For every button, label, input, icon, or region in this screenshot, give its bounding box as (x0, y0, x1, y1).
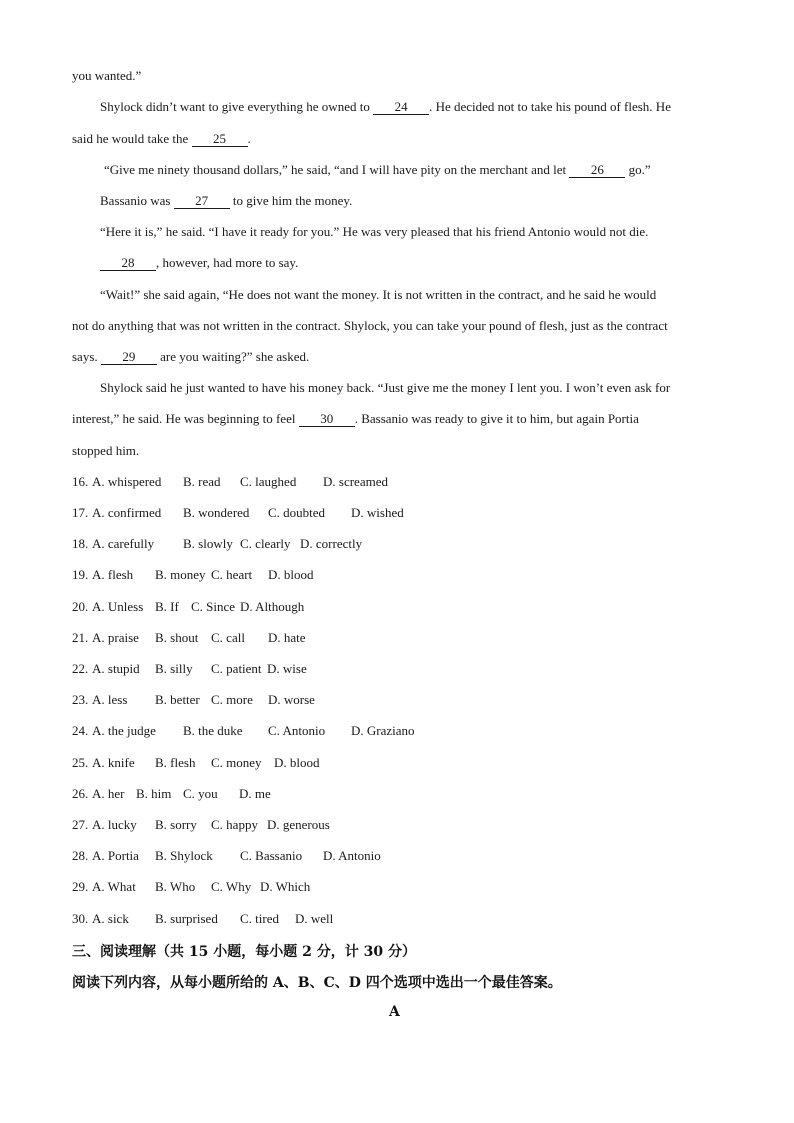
option-d[interactable]: D. me (239, 786, 271, 801)
option-a[interactable]: A. carefully (92, 536, 155, 551)
option-b[interactable]: B. If (155, 599, 179, 614)
option-a[interactable]: A. her (92, 786, 125, 801)
blank-28[interactable]: 28 (100, 256, 156, 271)
question-number: 23. (72, 692, 89, 707)
option-d[interactable]: D. well (295, 911, 334, 926)
text: to give him the money. (229, 193, 353, 208)
question-number: 28. (72, 848, 89, 863)
option-d[interactable]: D. blood (274, 755, 320, 770)
question-number: 22. (72, 661, 89, 676)
option-d[interactable]: D. generous (267, 817, 330, 832)
question-number: 16. (72, 474, 89, 489)
option-a[interactable]: A. less (92, 692, 128, 707)
option-a[interactable]: A. stupid (92, 661, 140, 676)
question-number: 30. (72, 911, 89, 926)
text: “Give me ninety thousand dollars,” he said, “and I will have pity on the merchant and let (104, 162, 570, 177)
option-c[interactable]: C. more (211, 692, 253, 707)
text: go.” (625, 162, 651, 177)
option-a[interactable]: A. What (92, 879, 136, 894)
text: not do anything that was not written in the contract. Shylock, you can take your pound of flesh, just as the contract (72, 318, 668, 333)
option-a[interactable]: A. confirmed (92, 505, 162, 520)
option-a[interactable]: A. the judge (92, 723, 156, 738)
option-c[interactable]: C. Antonio (268, 723, 326, 738)
option-a[interactable]: A. Unless (92, 599, 144, 614)
text: Shylock said he just wanted to have his money back. “Just give me the money I lent you. I won’t even ask for (100, 380, 671, 395)
text: . Bassanio was ready to give it to him, but again Portia (354, 411, 639, 426)
question-number: 18. (72, 536, 89, 551)
question-number: 19. (72, 567, 89, 582)
passage-line (100, 287, 656, 303)
option-c[interactable]: C. Since (191, 599, 236, 614)
option-c[interactable]: C. laughed (240, 474, 297, 489)
passage-line (100, 193, 352, 209)
option-a[interactable]: A. knife (92, 755, 135, 770)
option-a[interactable]: A. flesh (92, 567, 134, 582)
option-d[interactable]: D. wise (267, 661, 307, 676)
blank-26[interactable]: 26 (569, 163, 625, 178)
option-d[interactable]: D. worse (268, 692, 315, 707)
text: Bassanio was (100, 193, 174, 208)
passage-line (72, 318, 668, 334)
text: stopped him. (72, 443, 140, 458)
option-a[interactable]: A. whispered (92, 474, 162, 489)
option-c[interactable]: C. Bassanio (240, 848, 303, 863)
option-c[interactable]: C. call (211, 630, 245, 645)
question-number: 21. (72, 630, 89, 645)
option-c[interactable]: C. you (183, 786, 218, 801)
option-b[interactable]: B. sorry (155, 817, 197, 832)
option-d[interactable]: D. Antonio (323, 848, 381, 863)
option-c[interactable]: C. clearly (240, 536, 291, 551)
text: “Here it is,” he said. “I have it ready for you.” He was very pleased that his friend Antonio would not die. (100, 224, 649, 239)
option-d[interactable]: D. Although (240, 599, 305, 614)
option-b[interactable]: B. shout (155, 630, 199, 645)
option-b[interactable]: B. Who (155, 879, 196, 894)
question-number: 26. (72, 786, 89, 801)
passage-line (72, 443, 139, 459)
option-c[interactable]: C. money (211, 755, 262, 770)
option-c[interactable]: C. Why (211, 879, 252, 894)
question-number: 17. (72, 505, 89, 520)
text: , however, had more to say. (156, 255, 299, 270)
question-number: 29. (72, 879, 89, 894)
question-number: 24. (72, 723, 89, 738)
question-number: 25. (72, 755, 89, 770)
text: you wanted.” (72, 68, 142, 83)
question-number: 27. (72, 817, 89, 832)
passage-line (100, 224, 648, 240)
passage-line (72, 411, 639, 427)
option-c[interactable]: C. patient (211, 661, 262, 676)
option-b[interactable]: B. him (136, 786, 172, 801)
blank-24[interactable]: 24 (373, 100, 429, 115)
option-d[interactable]: D. hate (268, 630, 306, 645)
option-c[interactable]: C. happy (211, 817, 258, 832)
option-a[interactable]: A. praise (92, 630, 139, 645)
text: says. (72, 349, 101, 364)
option-d[interactable]: D. wished (351, 505, 404, 520)
option-b[interactable]: B. flesh (155, 755, 196, 770)
passage-line (72, 68, 141, 84)
option-b[interactable]: B. better (155, 692, 200, 707)
option-d[interactable]: D. screamed (323, 474, 388, 489)
passage-line (72, 131, 251, 147)
option-b[interactable]: B. money (155, 567, 206, 582)
section-title: 三、阅读理解（共 15 小题，每小题 2 分，计 30 分） (72, 944, 416, 960)
option-c[interactable]: C. tired (240, 911, 279, 926)
blank-30[interactable]: 30 (299, 412, 355, 427)
part-label: A (389, 1004, 400, 1020)
option-c[interactable]: C. doubted (268, 505, 326, 520)
text: . He decided not to take his pound of flesh. He (429, 99, 671, 114)
text: . (247, 131, 251, 146)
text: Shylock didn’t want to give everything he owned to (100, 99, 374, 114)
option-a[interactable]: A. lucky (92, 817, 137, 832)
option-b[interactable]: B. wondered (183, 505, 250, 520)
option-b[interactable]: B. surprised (155, 911, 218, 926)
passage-line (100, 99, 671, 115)
option-d[interactable]: D. Graziano (351, 723, 415, 738)
option-b[interactable]: B. slowly (183, 536, 233, 551)
option-a[interactable]: A. sick (92, 911, 129, 926)
passage-line (72, 349, 309, 365)
option-d[interactable]: D. correctly (300, 536, 363, 551)
option-a[interactable]: A. Portia (92, 848, 139, 863)
section-instruction: 阅读下列内容，从每小题所给的 A、B、C、D 四个选项中选出一个最佳答案。 (72, 975, 562, 991)
text: are you waiting?” she asked. (156, 349, 310, 364)
option-b[interactable]: B. read (183, 474, 221, 489)
blank-27[interactable]: 27 (174, 194, 230, 209)
text: “Wait!” she said again, “He does not want the money. It is not written in the contract, and he said he would (100, 287, 657, 302)
passage-line (100, 380, 670, 396)
option-b[interactable]: B. Shylock (155, 848, 213, 863)
option-b[interactable]: B. silly (155, 661, 193, 676)
blank-25[interactable]: 25 (192, 132, 248, 147)
text: said he would take the (72, 131, 192, 146)
option-d[interactable]: D. Which (260, 879, 311, 894)
passage-line (100, 255, 298, 271)
option-d[interactable]: D. blood (268, 567, 314, 582)
option-b[interactable]: B. the duke (183, 723, 243, 738)
text: interest,” he said. He was beginning to feel (72, 411, 299, 426)
question-number: 20. (72, 599, 89, 614)
option-c[interactable]: C. heart (211, 567, 253, 582)
passage-line (104, 162, 651, 178)
blank-29[interactable]: 29 (101, 350, 157, 365)
